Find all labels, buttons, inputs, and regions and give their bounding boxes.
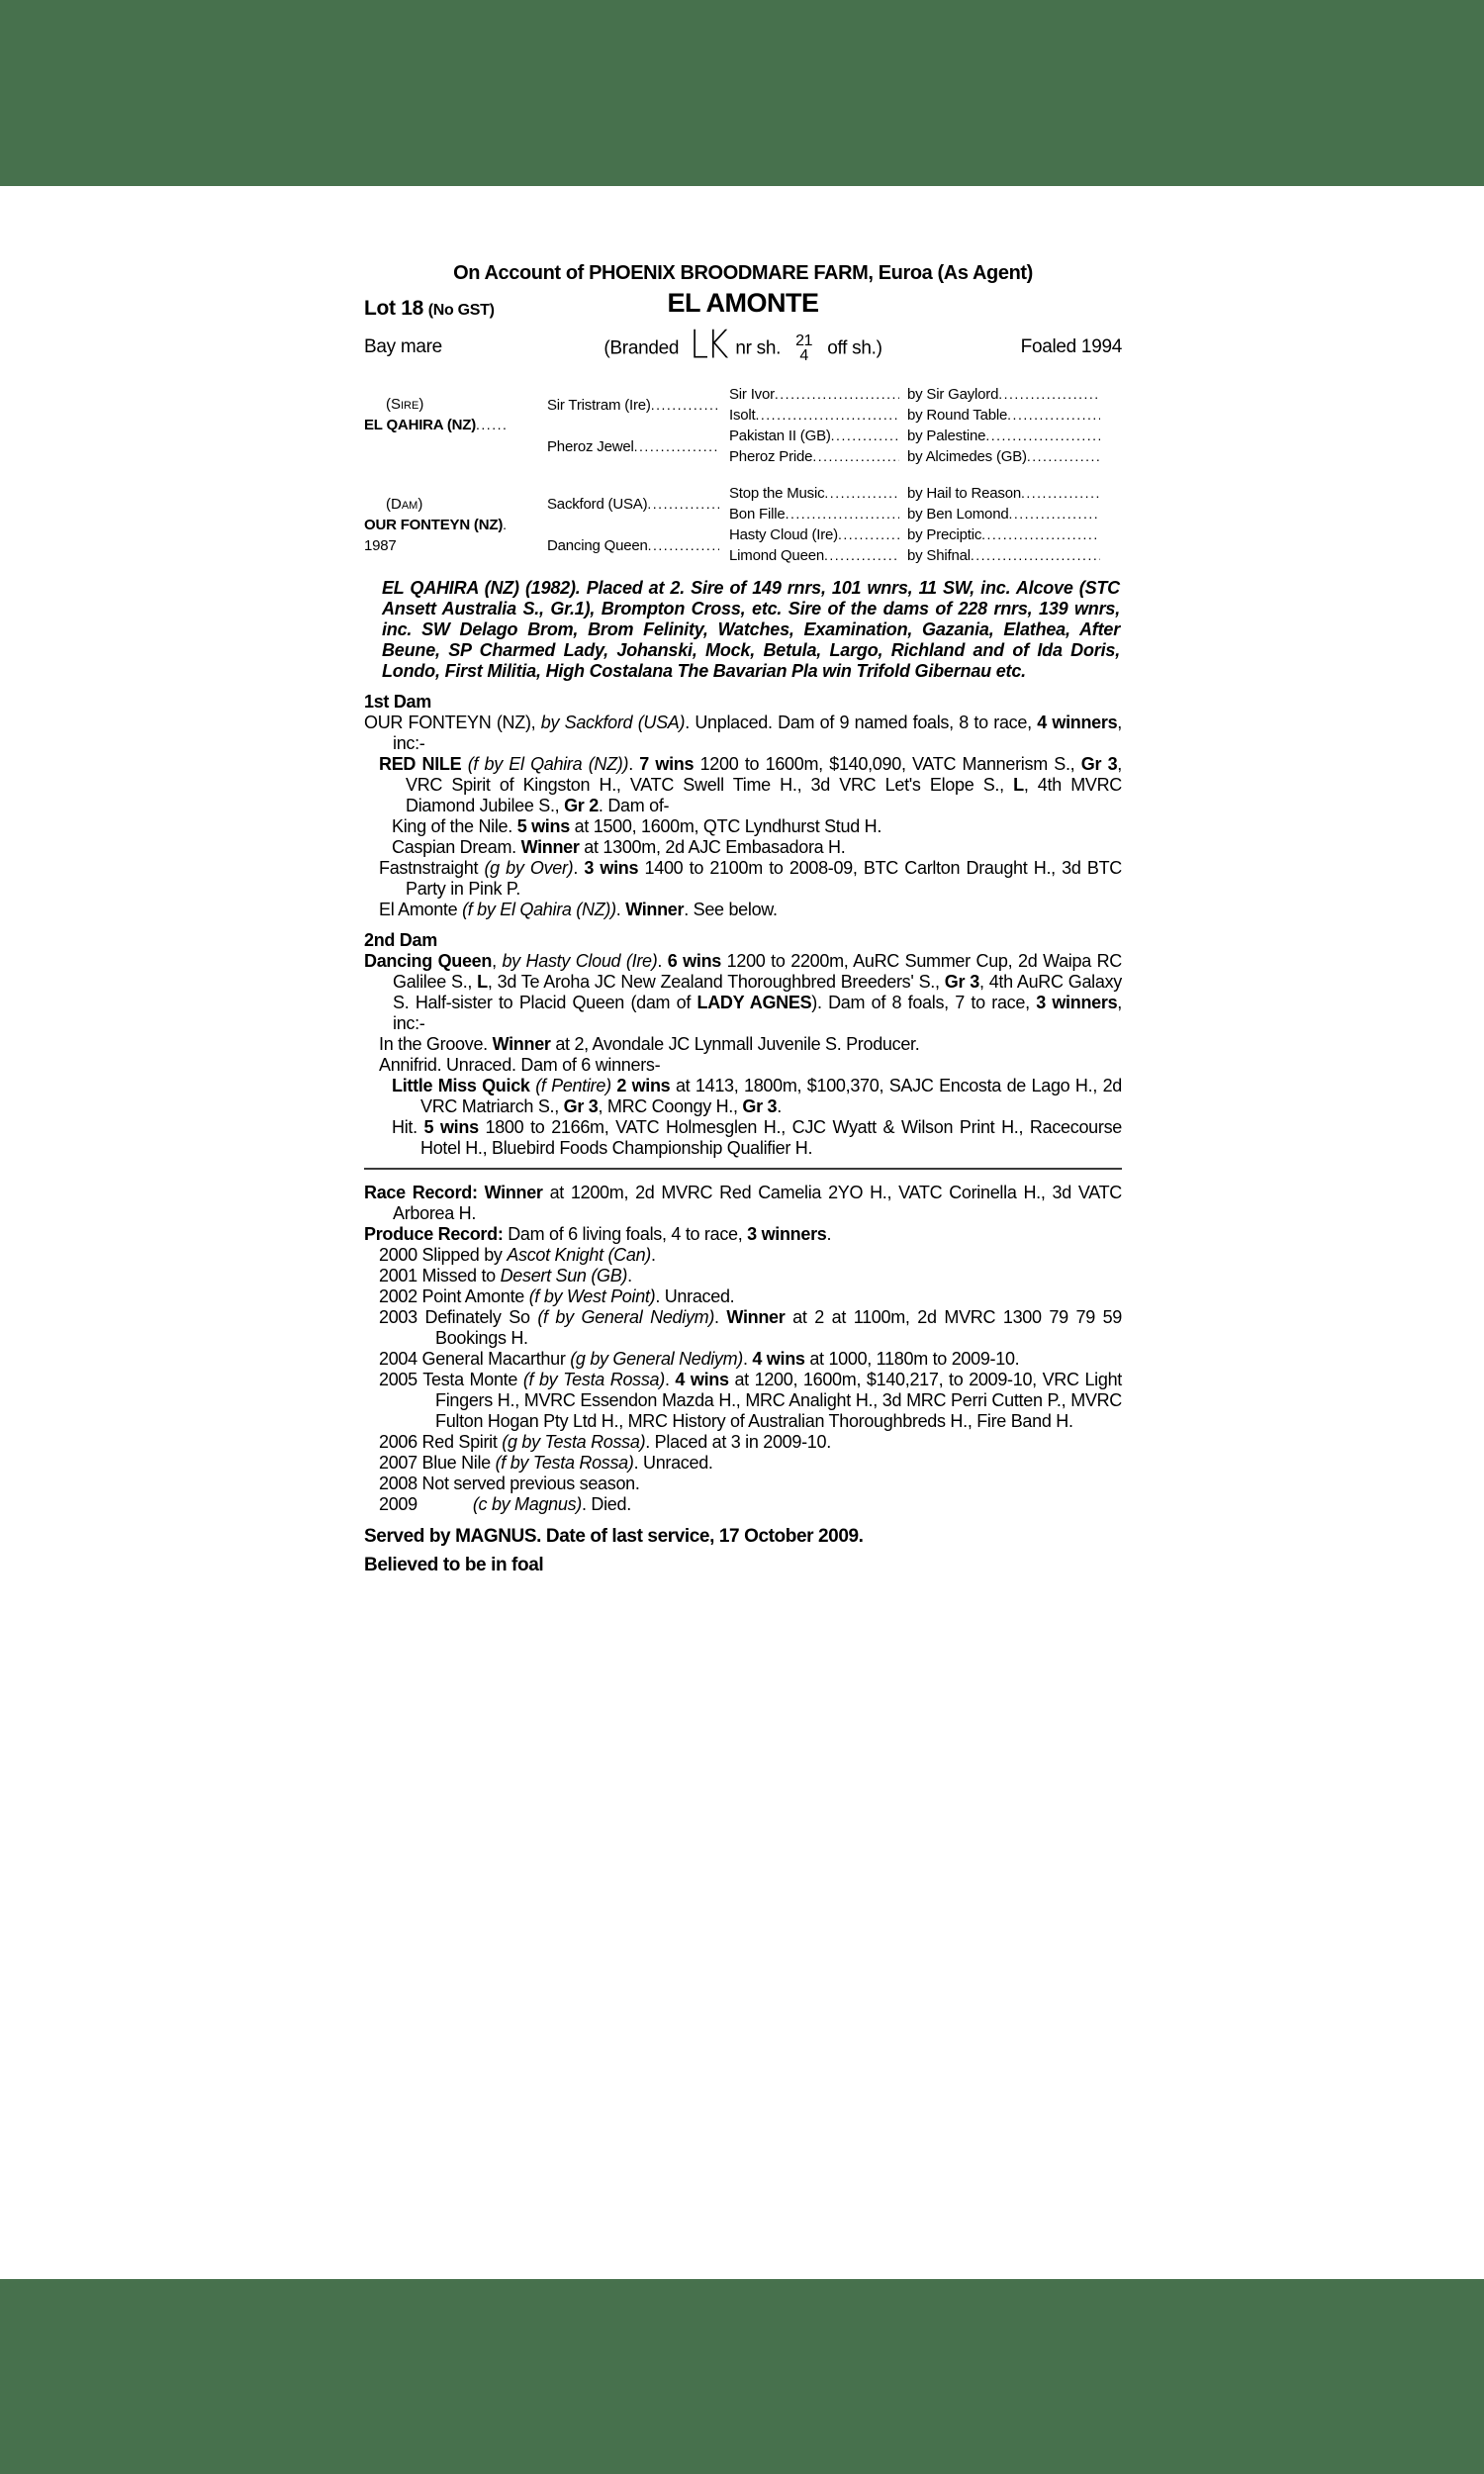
dam-name: OUR FONTEYN (NZ) [364, 516, 504, 533]
produce-item: 2007 Blue Nile (f by Testa Rossa). Unraced. [379, 1453, 713, 1473]
ancestor-by: by Shifnal [907, 547, 971, 564]
produce-item: 2000 Slipped by Ascot Knight (Can). [379, 1245, 656, 1265]
leader-dots [1027, 446, 1100, 467]
bottom-green-band [0, 2279, 1484, 2474]
leader-dots [998, 384, 1100, 405]
pedigree-paragraph: Annifrid. Unraced. Dam of 6 winners- [379, 1055, 661, 1075]
pedigree-cell [729, 446, 907, 467]
leader-dots [981, 524, 1100, 545]
page-content [364, 261, 1122, 1575]
sire-granddam: Pheroz Jewel [547, 437, 634, 455]
ancestor-name: Isolt [729, 407, 756, 424]
ancestor-by: by Palestine [907, 428, 986, 444]
leader-dots [831, 426, 899, 446]
produce-item: 2004 General Macarthur (g by General Nediym). 4 wins at 1000, 1180m to 2009-10. [379, 1349, 1020, 1369]
leader-dots [971, 545, 1100, 566]
leader-dots [1021, 483, 1100, 504]
pedigree-cell [547, 384, 729, 426]
records-block [364, 1183, 1122, 1515]
pedigree-paragraph: RED NILE (f by El Qahira (NZ)). 7 wins 1200 to 1600m, $140,090, VATC Mannerism S., Gr 3, VRC Spirit of Kingston H., VATC Swell Time H., 3d VRC Let's Elope S., L, 4th MVRC Diamond Jubilee S., Gr 2. Dam of- [379, 754, 1122, 815]
pedigree-table [364, 384, 1122, 566]
dam-sire: Sackford (USA) [547, 495, 648, 513]
ancestor-by: by Preciptic [907, 526, 982, 543]
ancestor-name: Hasty Cloud (Ire) [729, 526, 838, 543]
sire-label: (Sire) [386, 396, 424, 413]
leader-dots [634, 436, 719, 457]
pedigree-cell [729, 405, 907, 426]
leader-dots [647, 494, 719, 515]
dam-dam: Dancing Queen [547, 536, 648, 554]
lot-row [364, 288, 1122, 329]
pedigree-cell [907, 426, 1122, 446]
ancestor-name: Pakistan II (GB) [729, 428, 831, 444]
ancestor-by: by Ben Lomond [907, 506, 1009, 523]
pedigree-cell [729, 504, 907, 524]
pedigree-cell [547, 483, 729, 524]
brand-fraction [795, 333, 812, 363]
race-record: Race Record: Winner at 1200m, 2d MVRC Red Camelia 2YO H., VATC Corinella H., 3d VATC Arborea H. [364, 1183, 1122, 1223]
dam-year: 1987 [364, 536, 397, 554]
pedigree-paragraph: Fastnstraight (g by Over). 3 wins 1400 to 2100m to 2008-09, BTC Carlton Draught H., 3d BTC Party in Pink P. [379, 858, 1122, 899]
sire-grandsire: Sir Tristram (Ire) [547, 396, 651, 414]
second-dam-heading: 2nd Dam [364, 930, 437, 950]
ancestor-name: Pheroz Pride [729, 448, 813, 465]
produce-item: 2005 Testa Monte (f by Testa Rossa). 4 wins at 1200, 1600m, $140,217, to 2009-10, VRC Light Fingers H., MVRC Essendon Mazda H., MRC Analight H., 3d MRC Perri Cutten P., MVRC Fulton Hogan Pty Ltd H., MRC History of Australian Thoroughbreds H., Fire Band H. [379, 1370, 1122, 1431]
ancestor-name: Sir Ivor [729, 386, 775, 403]
pedigree-sire-cell [364, 373, 547, 456]
leader-dots [985, 426, 1100, 446]
ancestor-name: Limond Queen [729, 547, 825, 564]
pedigree-cell [907, 504, 1122, 524]
leader-dots [786, 504, 899, 524]
brand-mark: LK [690, 323, 727, 368]
leader-dots [838, 524, 899, 545]
pedigree-cell [729, 384, 907, 405]
ancestor-name: Bon Fille [729, 506, 786, 523]
sire-name: EL QAHIRA (NZ) [364, 417, 477, 433]
top-green-band [0, 0, 1484, 186]
pedigree-paragraph: King of the Nile. 5 wins at 1500, 1600m, QTC Lyndhurst Stud H. [392, 816, 882, 836]
produce-item: 2001 Missed to Desert Sun (GB). [379, 1266, 632, 1285]
ancestor-by: by Round Table [907, 407, 1008, 424]
ancestor-name: Stop the Music [729, 485, 825, 502]
pedigree-paragraph: In the Groove. Winner at 2, Avondale JC Lynmall Juvenile S. Producer. [379, 1034, 920, 1054]
pedigree-cell [729, 483, 907, 504]
ancestor-by: by Sir Gaylord [907, 386, 999, 403]
sire-description: EL QAHIRA (NZ) (1982). Placed at 2. Sire of 149 rnrs, 101 wnrs, 11 SW, inc. Alcove (STC Ansett Australia S., Gr.1), Brompton Cross, etc. Sire of the dams of 228 rnrs, 139 wnrs, inc. SW Delago Brom, Brom Felinity, Watches, Examination, Gazania, Elathea, After Beune, SP Charmed Lady, Johanski, Mock, Betula, Largo, Richland and of Ida Doris, Londo, First Militia, High Costalana The Bavarian Pla win Trifold Gibernau etc. [382, 578, 1120, 681]
section-divider [364, 1168, 1122, 1170]
pedigree-paragraph: OUR FONTEYN (NZ), by Sackford (USA). Unplaced. Dam of 9 named foals, 8 to race, 4 winners, inc:- [364, 713, 1122, 753]
pedigree-cell [907, 545, 1122, 566]
pedigree-paragraph: Hit. 5 wins 1800 to 2166m, VATC Holmesglen H., CJC Wyatt & Wilson Print H., Racecourse Hotel H., Bluebird Foods Championship Qualifier H. [392, 1117, 1122, 1158]
sex-colour: Bay mare [364, 336, 442, 357]
dam-label: (Dam) [386, 495, 423, 513]
pedigree-cell [729, 426, 907, 446]
pedigree-cell [907, 405, 1122, 426]
brand-fraction-bottom: 4 [799, 347, 808, 364]
pedigree-paragraph: Dancing Queen, by Hasty Cloud (Ire). 6 wins 1200 to 2200m, AuRC Summer Cup, 2d Waipa RC Galilee S., L, 3d Te Aroha JC New Zealand Thoroughbred Breeders' S., Gr 3, 4th AuRC Galaxy S. Half-sister to Placid Queen (dam of LADY AGNES). Dam of 8 foals, 7 to race, 3 winners, inc:- [364, 951, 1122, 1033]
leader-dots [651, 395, 719, 416]
pedigree-paragraph: El Amonte (f by El Qahira (NZ)). Winner. See below. [379, 900, 778, 919]
leader-dots [812, 446, 899, 467]
branded-off-shoulder: off sh.) [827, 337, 882, 359]
leader-dots [1007, 405, 1100, 426]
produce-item: 2008 Not served previous season. [379, 1474, 640, 1493]
description-row [364, 323, 1122, 374]
leader-dots [824, 545, 899, 566]
pedigree-cell [907, 483, 1122, 504]
leader-dots [476, 415, 508, 435]
pedigree-cell [907, 446, 1122, 467]
produce-record: Produce Record: Dam of 6 living foals, 4 to race, 3 winners. [364, 1224, 832, 1244]
leader-dots [824, 483, 899, 504]
branded-near-shoulder: nr sh. [735, 337, 782, 359]
pedigree-cell [547, 524, 729, 566]
pedigree-cell [907, 384, 1122, 405]
ancestor-by: by Hail to Reason [907, 485, 1021, 502]
gst-note: (No GST) [427, 302, 495, 319]
believed-line: Believed to be in foal [364, 1555, 544, 1575]
brand-line [364, 323, 1122, 368]
branded-open: (Branded [603, 337, 680, 359]
pedigree-cell [729, 545, 907, 566]
pedigree-cell [547, 426, 729, 467]
first-dam-heading: 1st Dam [364, 692, 431, 712]
pedigree-paragraph: Little Miss Quick (f Pentire) 2 wins at 1413, 1800m, $100,370, SAJC Encosta de Lago H., 2d VRC Matriarch S., Gr 3, MRC Coongy H., Gr 3. [392, 1076, 1123, 1116]
pedigree-cell [729, 524, 907, 545]
foaled-year: Foaled 1994 [1020, 336, 1122, 357]
horse-name: EL AMONTE [667, 288, 819, 318]
leader-dots [775, 384, 899, 405]
produce-item: 2006 Red Spirit (g by Testa Rossa). Placed at 3 in 2009-10. [379, 1432, 831, 1452]
served-line: Served by MAGNUS. Date of last service, 17 October 2009. [364, 1526, 864, 1547]
ancestor-by: by Alcimedes (GB) [907, 448, 1027, 465]
leader-dots [1008, 504, 1100, 524]
brand-fraction-top: 21 [795, 333, 813, 349]
leader-dots [648, 535, 719, 556]
produce-item: 2009 (c by Magnus). Died. [379, 1494, 631, 1514]
pedigree-cell [907, 524, 1122, 545]
pedigree-paragraph: Caspian Dream. Winner at 1300m, 2d AJC Embasadora H. [392, 837, 846, 857]
produce-item: 2003 Definately So (f by General Nediym). Winner at 2 at 1100m, 2d MVRC 1300 79 79 59 Bookings H. [379, 1307, 1123, 1348]
pedigree-dam-cell [364, 483, 547, 566]
produce-item: 2002 Point Amonte (f by West Point). Unraced. [379, 1286, 735, 1306]
lot-number: Lot 18 [364, 297, 424, 320]
leader-dots [756, 405, 899, 426]
leader-dots [503, 515, 508, 535]
account-line: On Account of PHOENIX BROODMARE FARM, Euroa (As Agent) [453, 262, 1033, 284]
